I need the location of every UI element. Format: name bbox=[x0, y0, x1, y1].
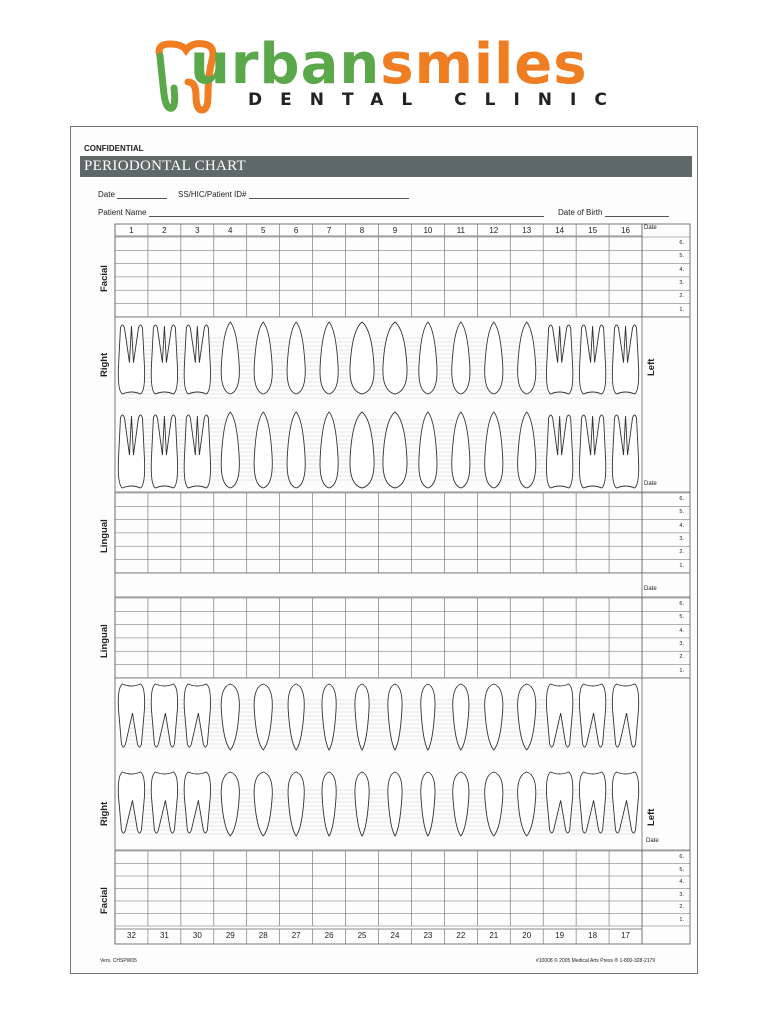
lingual-upper-level-6: 6. bbox=[679, 496, 684, 502]
footer-copyright: #10008 © 2005 Medical Arts Press ® 1-800-328-2179 bbox=[536, 958, 656, 964]
lower-facial-tooth-24 bbox=[388, 772, 402, 836]
upper-lingual-tooth-8 bbox=[350, 412, 374, 488]
date-label: Date bbox=[98, 190, 115, 199]
tooth-number-3: 3 bbox=[195, 226, 200, 235]
tooth-number-7: 7 bbox=[326, 226, 332, 235]
facial-top-label: Facial bbox=[99, 265, 110, 292]
lower-facial-tooth-29 bbox=[221, 772, 239, 836]
lingual-upper-level-4: 4. bbox=[679, 522, 684, 529]
upper-lingual-tooth-16 bbox=[612, 415, 638, 488]
upper-lingual-tooth-12 bbox=[485, 412, 503, 488]
lower-facial-tooth-31 bbox=[151, 772, 177, 833]
lower-facial-tooth-23 bbox=[421, 772, 435, 836]
tooth-number-4: 4 bbox=[228, 226, 233, 235]
upper-facial-tooth-10 bbox=[419, 322, 437, 394]
lower-lingual-tooth-31 bbox=[151, 684, 177, 747]
lower-facial-tooth-26 bbox=[322, 772, 336, 836]
tooth-number-13: 13 bbox=[522, 226, 532, 235]
patient-name-label: Patient Name bbox=[98, 208, 147, 217]
upper-facial-tooth-12 bbox=[485, 322, 503, 394]
tooth-number-25: 25 bbox=[357, 931, 367, 940]
tooth-number-31: 31 bbox=[159, 931, 169, 940]
left-bottom-label: Left bbox=[646, 808, 657, 826]
tooth-number-18: 18 bbox=[588, 931, 598, 940]
date-col-label-4: Date bbox=[646, 838, 659, 844]
tooth-number-14: 14 bbox=[555, 226, 565, 235]
tooth-number-24: 24 bbox=[390, 931, 400, 940]
lingual-upper-level-5: 5. bbox=[679, 509, 684, 516]
upper-facial-tooth-6 bbox=[287, 322, 305, 394]
tooth-number-26: 26 bbox=[324, 931, 334, 940]
upper-lingual-tooth-14 bbox=[546, 415, 572, 488]
tooth-number-6: 6 bbox=[293, 226, 299, 235]
lingual-lower-level-1: 1. bbox=[679, 667, 684, 674]
tooth-number-12: 12 bbox=[489, 226, 499, 235]
facial-bottom-level-1: 1. bbox=[679, 916, 684, 923]
lower-facial-tooth-19 bbox=[546, 772, 572, 833]
lingual-lower-label: Lingual bbox=[99, 624, 110, 658]
upper-lingual-tooth-7 bbox=[320, 412, 338, 488]
patient-id-label: SS/HIC/Patient ID# bbox=[178, 190, 247, 199]
lingual-upper-label: Lingual bbox=[99, 519, 110, 553]
upper-facial-tooth-4 bbox=[221, 322, 239, 394]
upper-facial-tooth-1 bbox=[118, 325, 144, 394]
facial-bottom-level-2: 2. bbox=[679, 904, 684, 910]
upper-facial-tooth-15 bbox=[579, 325, 605, 394]
tooth-number-11: 11 bbox=[456, 226, 465, 235]
upper-facial-tooth-3 bbox=[184, 325, 210, 394]
lingual-upper-level-1: 1. bbox=[679, 562, 684, 569]
facial-bottom-level-6: 6. bbox=[679, 854, 684, 860]
tooth-number-8: 8 bbox=[359, 226, 365, 235]
facial-bottom-level-5: 5. bbox=[679, 866, 684, 873]
tooth-number-21: 21 bbox=[489, 931, 499, 940]
lower-facial-tooth-20 bbox=[518, 772, 536, 836]
upper-facial-tooth-2 bbox=[151, 325, 177, 394]
tooth-number-9: 9 bbox=[392, 226, 398, 235]
lower-facial-tooth-30 bbox=[184, 772, 210, 833]
footer-version: Vers. CHSPW05 bbox=[100, 958, 137, 964]
date-col-label-1: Date bbox=[644, 225, 657, 231]
tooth-number-1: 1 bbox=[129, 226, 134, 235]
facial-top-level-3: 3. bbox=[679, 279, 684, 286]
upper-lingual-tooth-15 bbox=[579, 415, 605, 488]
facial-bottom-label: Facial bbox=[99, 887, 110, 914]
lower-facial-tooth-18 bbox=[579, 772, 605, 833]
tooth-number-2: 2 bbox=[162, 226, 167, 235]
chart-title: PERIODONTAL CHART bbox=[84, 158, 247, 174]
lingual-upper-level-3: 3. bbox=[679, 535, 684, 542]
tooth-number-5: 5 bbox=[260, 226, 266, 235]
upper-lingual-tooth-9 bbox=[383, 412, 407, 488]
lower-facial-tooth-25 bbox=[355, 772, 369, 836]
facial-top-level-6: 6. bbox=[679, 240, 684, 246]
upper-lingual-tooth-10 bbox=[419, 412, 437, 488]
upper-facial-tooth-7 bbox=[320, 322, 338, 394]
tooth-number-16: 16 bbox=[621, 226, 630, 235]
upper-facial-tooth-8 bbox=[350, 322, 374, 394]
upper-lingual-tooth-4 bbox=[221, 412, 239, 488]
right-top-label: Right bbox=[99, 352, 110, 377]
brand-urban: urban bbox=[190, 32, 381, 97]
right-bottom-label: Right bbox=[99, 801, 110, 826]
tooth-number-17: 17 bbox=[621, 931, 630, 940]
upper-lingual-tooth-1 bbox=[118, 415, 144, 488]
upper-lingual-tooth-11 bbox=[452, 412, 470, 488]
tooth-number-27: 27 bbox=[291, 931, 301, 940]
facial-top-level-1: 1. bbox=[679, 306, 684, 313]
lingual-lower-level-4: 4. bbox=[679, 627, 684, 634]
tooth-number-15: 15 bbox=[588, 226, 598, 235]
date-col-label-2: Date bbox=[644, 481, 657, 487]
left-top-label: Left bbox=[646, 358, 657, 376]
lower-lingual-tooth-30 bbox=[184, 684, 210, 747]
upper-facial-tooth-14 bbox=[546, 325, 572, 394]
lower-facial-tooth-32 bbox=[118, 772, 144, 833]
upper-lingual-tooth-13 bbox=[518, 412, 536, 488]
facial-top-level-2: 2. bbox=[679, 293, 684, 300]
brand-subtitle: DENTAL CLINIC bbox=[248, 90, 625, 110]
lower-facial-tooth-22 bbox=[453, 772, 469, 836]
confidential-label: CONFIDENTIAL bbox=[84, 144, 144, 153]
lingual-lower-level-3: 3. bbox=[679, 640, 684, 647]
lower-lingual-tooth-32 bbox=[118, 684, 144, 747]
dob-label: Date of Birth bbox=[558, 208, 603, 217]
facial-bottom-level-3: 3. bbox=[679, 891, 684, 898]
upper-facial-tooth-9 bbox=[383, 322, 407, 394]
tooth-number-19: 19 bbox=[555, 931, 565, 940]
tooth-number-23: 23 bbox=[423, 931, 433, 940]
tooth-number-30: 30 bbox=[192, 931, 202, 940]
tooth-number-29: 29 bbox=[225, 931, 235, 940]
lingual-lower-level-2: 2. bbox=[679, 654, 684, 661]
lingual-upper-level-2: 2. bbox=[679, 549, 684, 556]
tooth-number-10: 10 bbox=[423, 226, 433, 235]
upper-facial-tooth-16 bbox=[612, 325, 638, 394]
lower-facial-tooth-21 bbox=[485, 772, 503, 836]
lower-lingual-tooth-19 bbox=[546, 684, 572, 747]
facial-top-level-5: 5. bbox=[679, 253, 684, 260]
date-col-label-3: Date bbox=[644, 586, 657, 592]
tooth-number-28: 28 bbox=[258, 931, 268, 940]
facial-bottom-level-4: 4. bbox=[679, 879, 684, 885]
tooth-number-20: 20 bbox=[522, 931, 532, 940]
lower-facial-tooth-28 bbox=[254, 772, 272, 836]
lower-lingual-tooth-17 bbox=[612, 684, 638, 747]
tooth-number-22: 22 bbox=[456, 931, 466, 940]
upper-facial-tooth-11 bbox=[452, 322, 470, 394]
lower-facial-tooth-17 bbox=[612, 772, 638, 833]
upper-lingual-tooth-3 bbox=[184, 415, 210, 488]
upper-facial-tooth-5 bbox=[254, 322, 272, 394]
upper-lingual-tooth-5 bbox=[254, 412, 272, 488]
lower-facial-tooth-27 bbox=[288, 772, 304, 836]
upper-lingual-tooth-6 bbox=[287, 412, 305, 488]
tooth-number-32: 32 bbox=[127, 931, 136, 940]
lower-lingual-tooth-18 bbox=[579, 684, 605, 747]
brand-smiles: smiles bbox=[380, 32, 588, 97]
lingual-lower-level-6: 6. bbox=[679, 601, 684, 607]
facial-top-level-4: 4. bbox=[679, 266, 684, 273]
upper-lingual-tooth-2 bbox=[151, 415, 177, 488]
lingual-lower-level-5: 5. bbox=[679, 614, 684, 621]
upper-facial-tooth-13 bbox=[518, 322, 536, 394]
